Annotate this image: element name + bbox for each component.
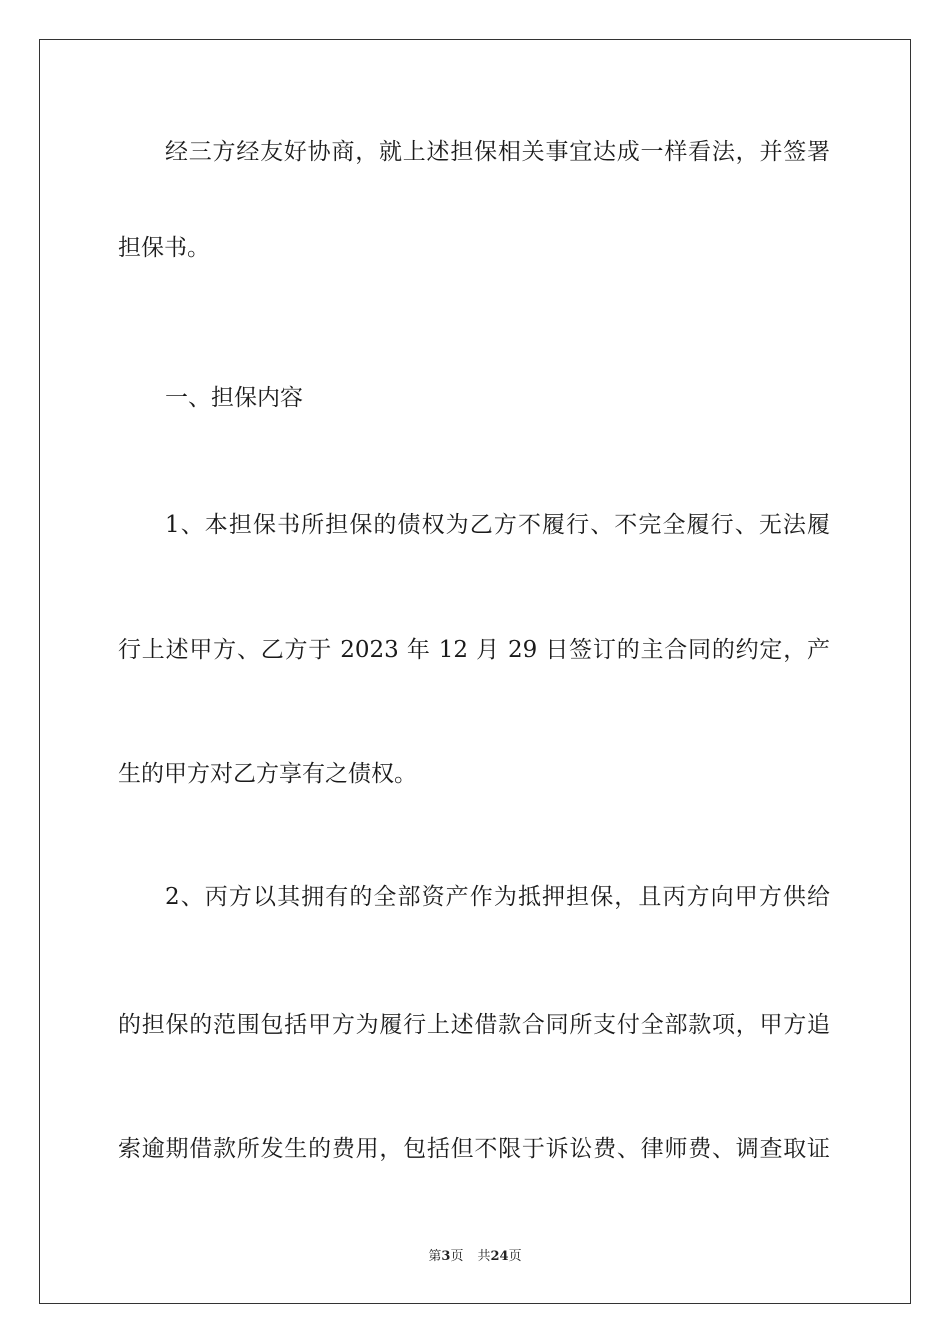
page-footer <box>0 1248 950 1266</box>
total-label-suffix: 页 <box>508 1249 522 1264</box>
page-label-suffix: 页 <box>450 1249 464 1264</box>
paragraph-line: 索逾期借款所发生的费用，包括但不限于诉讼费、律师费、调查取证 <box>118 1136 830 1162</box>
page-label-prefix: 第 <box>428 1249 442 1264</box>
paragraph-line: 经三方经友好协商，就上述担保相关事宜达成一样看法，并签署 <box>165 139 830 165</box>
paragraph-line: 行上述甲方、乙方于 2023 年 12 月 29 日签订的主合同的约定，产 <box>118 637 830 663</box>
paragraph-line: 2、丙方以其拥有的全部资产作为抵押担保，且丙方向甲方供给 <box>165 884 830 910</box>
paragraph-line: 1、本担保书所担保的债权为乙方不履行、不完全履行、无法履 <box>165 512 830 538</box>
paragraph-line: 担保书。 <box>118 235 210 261</box>
total-label-prefix: 共 <box>477 1249 491 1264</box>
section-heading: 一、担保内容 <box>165 385 303 411</box>
page-border <box>39 39 911 1304</box>
current-page-number: 3 <box>441 1249 451 1264</box>
paragraph-line: 生的甲方对乙方享有之债权。 <box>118 761 417 787</box>
total-pages-number: 24 <box>490 1249 509 1264</box>
paragraph-line: 的担保的范围包括甲方为履行上述借款合同所支付全部款项，甲方追 <box>118 1012 830 1038</box>
